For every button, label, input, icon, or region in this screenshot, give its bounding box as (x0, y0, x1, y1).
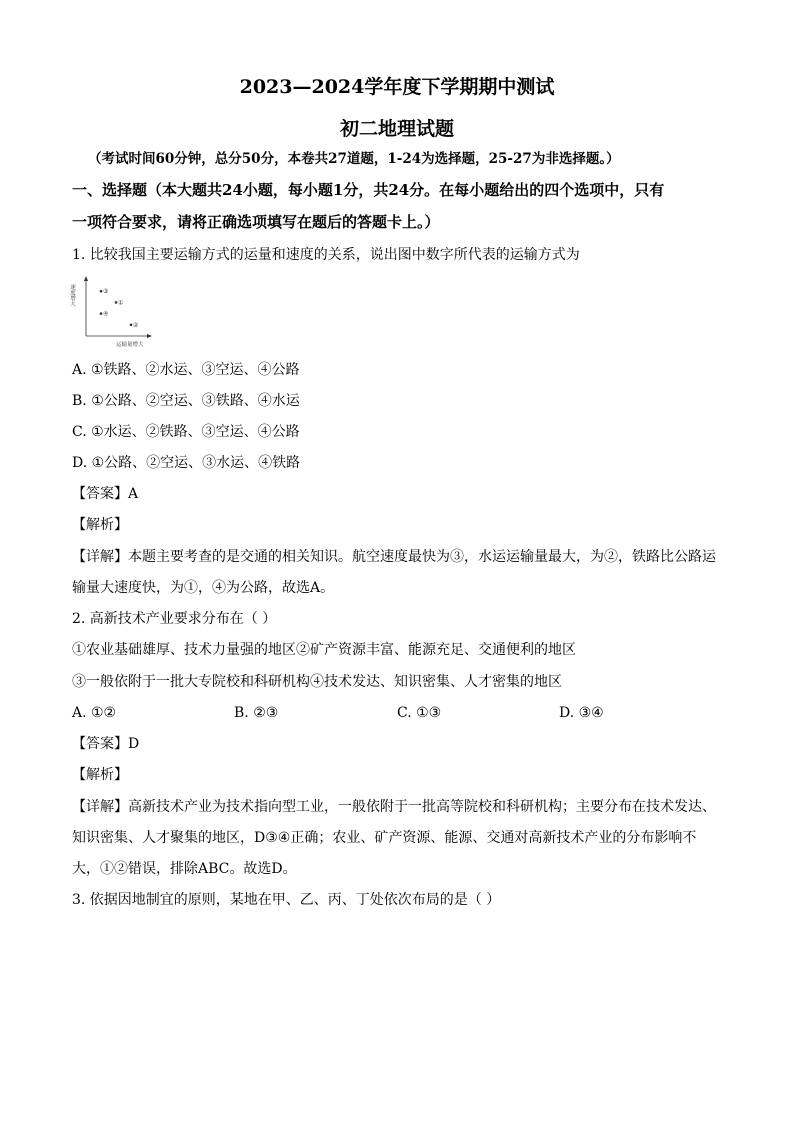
transport-scatter-chart (69, 276, 152, 348)
chart-svg (69, 276, 152, 348)
scatter-point-4 (130, 324, 133, 327)
q2-analysis-label: 【解析】 (72, 767, 128, 783)
q2-stem: 2. 高新技术产业要求分布在（ ） (72, 611, 277, 627)
x-axis-arrow (147, 334, 152, 338)
q1-analysis-label: 【解析】 (72, 517, 128, 533)
section-heading-line-1: 一、选择题（本大题共24小题，每小题1分，共24分。在每小题给出的四个选项中，只有 (72, 181, 665, 199)
q2-statement-line-1: ①农业基础雄厚、技术力量强的地区②矿产资源丰富、能源充足、交通便利的地区 (72, 642, 576, 658)
scatter-point-3 (100, 312, 103, 315)
q2-detail-line-3: 大，①②错误，排除ABC。故选D。 (72, 861, 297, 877)
q3-stem: 3. 依据因地制宜的原则，某地在甲、乙、丙、丁处依次布局的是（ ） (72, 892, 501, 908)
scatter-point-2 (115, 301, 118, 304)
q1-option-b: B. ①公路、②空运、③铁路、④水运 (72, 393, 300, 409)
q2-statement-line-2: ③一般依附于一批大专院校和科研机构④技术发达、知识密集、人才密集的地区 (72, 674, 562, 690)
exam-note: （考试时间60分钟，总分50分，本卷共27道题，1-24为选择题，25-27为非选择题。） (88, 151, 620, 167)
q2-option-b: B. ②③ (234, 705, 279, 721)
q1-stem: 1. 比较我国主要运输方式的运量和速度的关系，说出图中数字所代表的运输方式为 (72, 247, 580, 263)
scatter-point-label-1: ③ (103, 288, 109, 296)
q1-option-d: D. ①公路、②空运、③水运、④铁路 (72, 455, 301, 471)
q2-option-d: D. ③④ (559, 705, 604, 721)
scatter-point-label-2: ① (118, 299, 124, 307)
q1-detail-line-2: 输量大速度快，为①，④为公路，故选A。 (72, 580, 335, 596)
scatter-point-label-3: ④ (103, 310, 109, 318)
q2-detail-line-1: 【详解】高新技术产业为技术指向型工业，一般依附于一批高等院校和科研机构；主要分布在技术发达、 (72, 799, 716, 815)
scatter-point-1 (100, 290, 103, 293)
q2-detail-line-2: 知识密集、人才聚集的地区，D③④正确；农业、矿产资源、能源、交通对高新技术产业的分布影响不 (72, 830, 697, 846)
y-axis-arrow (84, 276, 88, 281)
q1-detail-line-1: 【详解】本题主要考查的是交通的相关知识。航空速度最快为③，水运运输量最大，为②，铁路比公路运 (72, 549, 716, 565)
q2-answer: 【答案】D (72, 736, 140, 752)
q2-options-row (72, 704, 722, 722)
q1-option-a: A. ①铁路、②水运、③空运、④公路 (72, 362, 300, 378)
exam-subtitle: 初二地理试题 (339, 118, 454, 140)
exam-title: 2023—2024学年度下学期期中测试 (239, 76, 555, 98)
y-axis-label: 速度增大 (69, 284, 75, 306)
q2-option-a: A. ①② (72, 705, 117, 721)
section-heading-line-2: 一项符合要求，请将正确选项填写在题后的答题卡上。） (72, 213, 440, 231)
q1-option-c: C. ①水运、②铁路、③空运、④公路 (72, 424, 300, 440)
x-axis-label: 运输量增大 (116, 342, 144, 348)
q2-option-c: C. ①③ (397, 705, 442, 721)
scatter-point-label-4: ② (133, 321, 139, 329)
q1-answer: 【答案】A (72, 486, 139, 502)
